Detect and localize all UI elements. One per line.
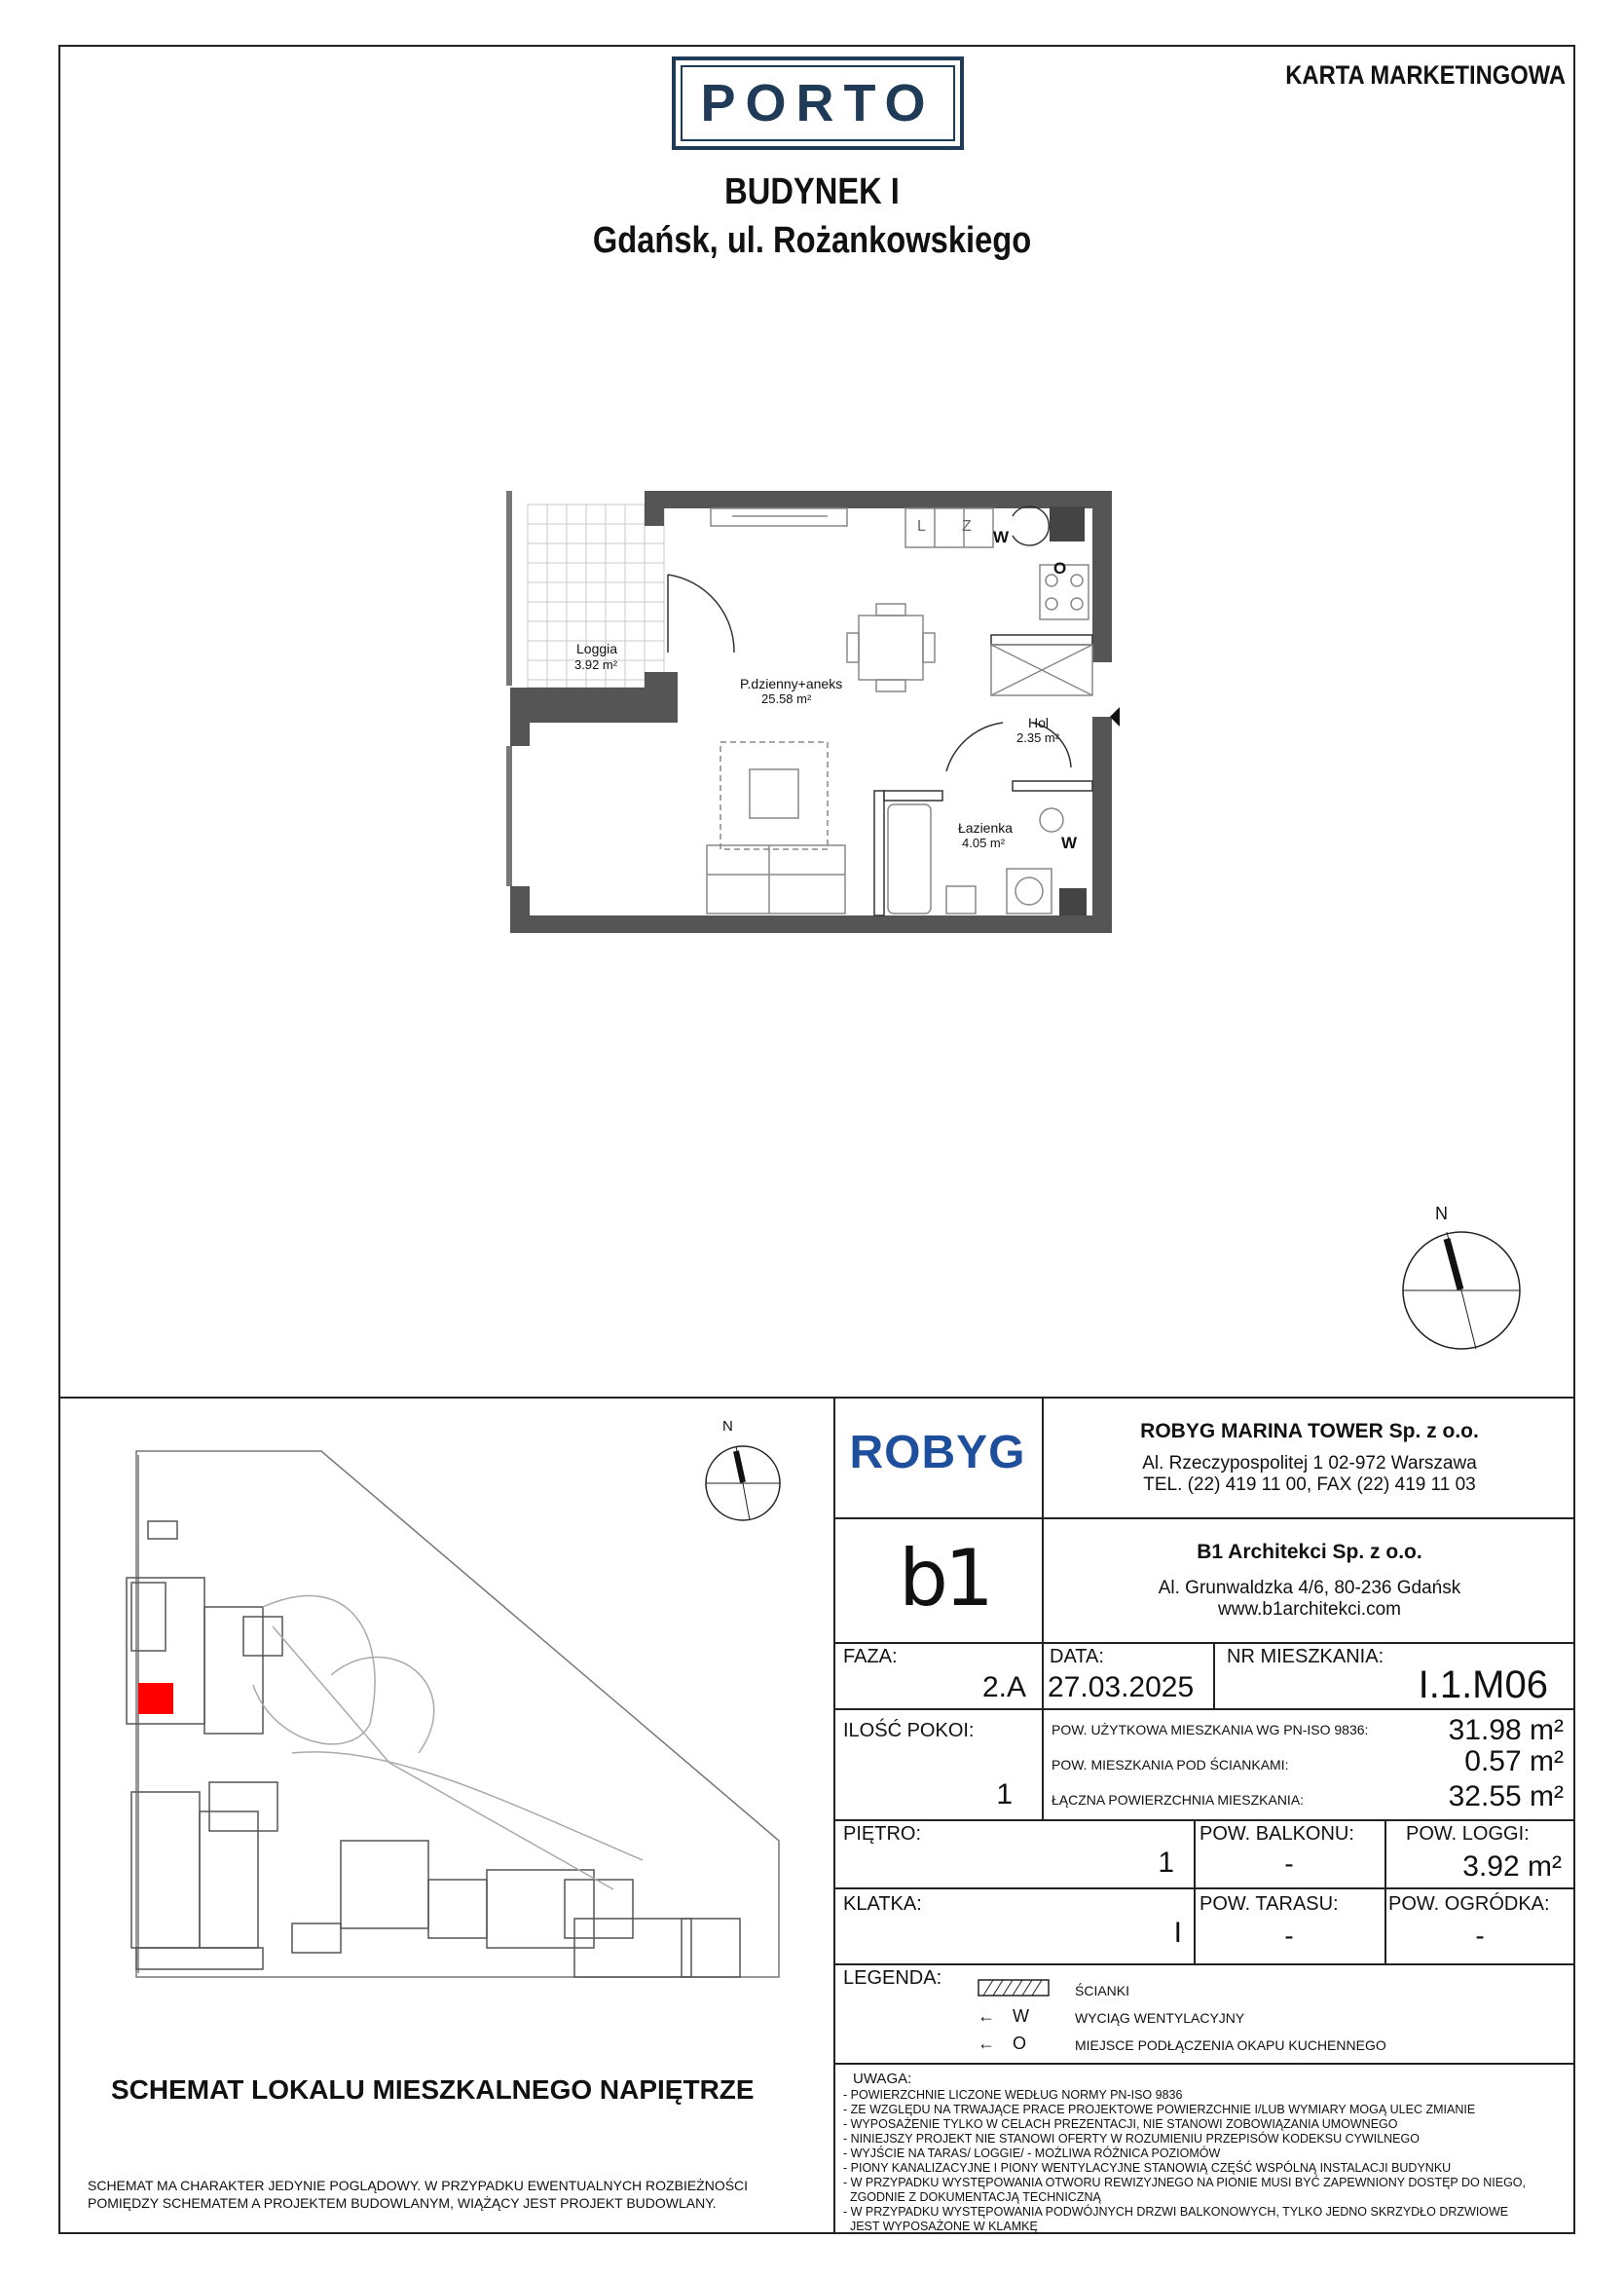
data-label: DATA:	[1050, 1646, 1104, 1667]
taras-label: POW. TARASU:	[1200, 1893, 1339, 1915]
note-item: - W PRZYPADKU WYSTĘPOWANIA PODWÓJNYCH DRZWI BALKONOWYCH, TYLKO JEDNO SKRZYDŁO DRZWIOWE	[843, 2205, 1509, 2219]
apartment-highlight	[138, 1683, 173, 1714]
room-hall-name: Hol	[1028, 715, 1050, 730]
note-item: - WYJŚCIE NA TARAS/ LOGGIE/ - MOŻLIWA RÓŻNICA POZIOMÓW	[843, 2146, 1221, 2160]
legend-sym-w: W	[1013, 2006, 1029, 2026]
divider-left-right	[833, 1397, 835, 2234]
room-loggia-name: Loggia	[576, 641, 618, 656]
note-item: - PIONY KANALIZACYJNE I PIONY WENTYLACYJNE STANOWIĄ CZĘŚĆ WSPÓLNĄ INSTALACJI BUDYNKU	[843, 2161, 1452, 2175]
pietro-label: PIĘTRO:	[843, 1823, 922, 1845]
note-item: - W PRZYPADKU WYSTĘPOWANIA OTWORU REWIZYJNEGO NA PIONIE MUSI BYĆ ZAPEWNIONY DOSTĘP DO NIEGO,	[843, 2176, 1526, 2189]
divider-dev	[833, 1517, 1575, 1519]
faza-value: 2.A	[981, 1671, 1026, 1703]
robyg-logo: ROBYG	[849, 1427, 1026, 1478]
developer-name: ROBYG MARINA TOWER Sp. z o.o.	[1140, 1420, 1479, 1442]
divider-pokoje-row	[833, 1819, 1575, 1821]
pow-l-label: ŁĄCZNA POWIERZCHNIA MIESZKANIA:	[1052, 1792, 1305, 1808]
arrow-left-icon: ←	[978, 2006, 995, 2026]
pow-uz-value: 31.98 m²	[1448, 1714, 1564, 1746]
marker-w-kitchen: W	[993, 528, 1010, 546]
building-title: BUDYNEK I	[724, 171, 900, 212]
note-item: - ZE WZGLĘDU NA TRWAJĄCE PRACE PROJEKTOWE POWIERZCHNIE I/LUB WYMIARY MOGĄ ULEC ZMIANIE	[843, 2103, 1476, 2116]
architect-web: www.b1architekci.com	[1218, 1599, 1401, 1620]
note-item: - NINIEJSZY PROJEKT NIE STANOWI OFERTY W ROZUMIENIU PRZEPISÓW KODEKSU CYWILNEGO	[843, 2132, 1420, 2146]
data-value: 27.03.2025	[1048, 1671, 1195, 1703]
site-disclaimer-2: POMIĘDZY SCHEMATEM A PROJEKTEM BUDOWLANYM, WIĄŻĄCY JEST PROJEKT BUDOWLANY.	[88, 2195, 717, 2211]
notes-list	[843, 2088, 1564, 2234]
building-address: Gdańsk, ul. Rożankowskiego	[592, 220, 1032, 261]
legend-label: LEGENDA:	[843, 1967, 942, 1989]
divider-arch	[833, 1642, 1575, 1644]
divider-klatka-row	[833, 1963, 1575, 1965]
arrow-left-icon: ←	[978, 2034, 995, 2053]
marker-w-bath: W	[1061, 834, 1078, 852]
pow-l-value: 32.55 m²	[1448, 1780, 1564, 1812]
faza-label: FAZA:	[843, 1646, 898, 1667]
note-item: - WYPOSAŻENIE TYLKO W CELACH PREZENTACJI, NIE STANOWI ZOBOWIĄZANIA UMOWNEGO	[843, 2117, 1398, 2131]
divider-faza	[833, 1708, 1575, 1710]
hatch-symbol-icon	[978, 1979, 1050, 1997]
architect-name: B1 Architekci Sp. z o.o.	[1197, 1541, 1422, 1563]
site-title: SCHEMAT LOKALU MIESZKALNEGO NAPIĘTRZE	[111, 2074, 755, 2105]
loggia-label: POW. LOGGI:	[1406, 1823, 1530, 1845]
room-living-name: P.dzienny+aneks	[740, 676, 843, 691]
pow-sc-label: POW. MIESZKANIA POD ŚCIANKAMI:	[1052, 1757, 1289, 1773]
divider-legend-row	[833, 2063, 1575, 2065]
legend-item-hood: MIEJSCE PODŁĄCZENIA OKAPU KUCHENNEGO	[1075, 2037, 1386, 2053]
developer-address: Al. Rzeczypospolitej 1 02-972 Warszawa	[1142, 1453, 1477, 1474]
room-hall-area: 2.35 m²	[1016, 730, 1060, 745]
balkon-label: POW. BALKONU:	[1200, 1823, 1354, 1845]
site-plan	[97, 1432, 789, 2035]
room-bath-area: 4.05 m²	[962, 836, 1006, 850]
divider-data	[1042, 1642, 1044, 1708]
b1-logo: b1	[899, 1533, 990, 1624]
pow-sc-value: 0.57 m²	[1464, 1745, 1564, 1777]
klatka-label: KLATKA:	[843, 1893, 922, 1915]
taras-value: -	[1284, 1921, 1294, 1951]
compass-icon	[1398, 1227, 1525, 1354]
loggia-value: 3.92 m²	[1462, 1850, 1562, 1883]
site-compass-icon	[699, 1439, 787, 1527]
marker-z: Z	[962, 518, 972, 535]
floor-plan	[506, 487, 1129, 940]
legend-item-walls: ŚCIANKI	[1075, 1983, 1130, 1998]
compass-n-label: N	[1435, 1204, 1448, 1223]
site-compass-n-label: N	[722, 1418, 733, 1435]
divider-main	[58, 1397, 1575, 1399]
balkon-value: -	[1284, 1848, 1294, 1879]
pokoje-label: ILOŚĆ POKOI:	[843, 1720, 975, 1741]
architect-address: Al. Grunwaldzka 4/6, 80-236 Gdańsk	[1158, 1578, 1461, 1598]
pow-uz-label: POW. UŻYTKOWA MIESZKANIA WG PN-ISO 9836:	[1052, 1722, 1369, 1737]
site-disclaimer-1: SCHEMAT MA CHARAKTER JEDYNIE POGLĄDOWY. W PRZYPADKU EWENTUALNYCH ROZBIEŻNOŚCI	[88, 2178, 749, 2193]
partition-walls	[874, 635, 1092, 915]
note-item: ZGODNIE Z DOKUMENTACJĄ TECHNICZNĄ	[843, 2190, 1101, 2204]
nr-value: I.1.M06	[1418, 1663, 1548, 1706]
legend-sym-o: O	[1013, 2034, 1027, 2053]
marker-o-kitchen: O	[1053, 559, 1067, 578]
nr-label: NR MIESZKANIA:	[1227, 1646, 1384, 1667]
divider-pietro-row	[833, 1887, 1575, 1889]
divider-nr	[1213, 1642, 1215, 1708]
note-item: JEST WYPOSAŻONE W KLAMKĘ	[843, 2220, 1038, 2233]
ogrodek-label: POW. OGRÓDKA:	[1388, 1893, 1550, 1915]
klatka-value: I	[1173, 1917, 1182, 1949]
pietro-value: 1	[1158, 1847, 1174, 1879]
room-loggia-area: 3.92 m²	[574, 657, 618, 672]
legend-item-vent: WYCIĄG WENTYLACYJNY	[1075, 2010, 1245, 2026]
ogrodek-value: -	[1475, 1921, 1485, 1951]
pokoje-value: 1	[996, 1778, 1013, 1810]
notes-label: UWAGA:	[853, 2071, 912, 2087]
porto-logo-text: PORTO	[700, 74, 936, 132]
marker-l: L	[917, 518, 926, 535]
doc-type: KARTA MARKETINGOWA	[1285, 60, 1566, 90]
developer-tel: TEL. (22) 419 11 00, FAX (22) 419 11 03	[1143, 1474, 1476, 1495]
porto-logo	[672, 56, 964, 150]
note-item: - POWIERZCHNIE LICZONE WEDŁUG NORMY PN-ISO 9836	[843, 2088, 1183, 2102]
room-living-area: 25.58 m²	[761, 691, 812, 706]
divider-pokoje	[1042, 1708, 1044, 1819]
room-bath-name: Łazienka	[958, 820, 1014, 836]
